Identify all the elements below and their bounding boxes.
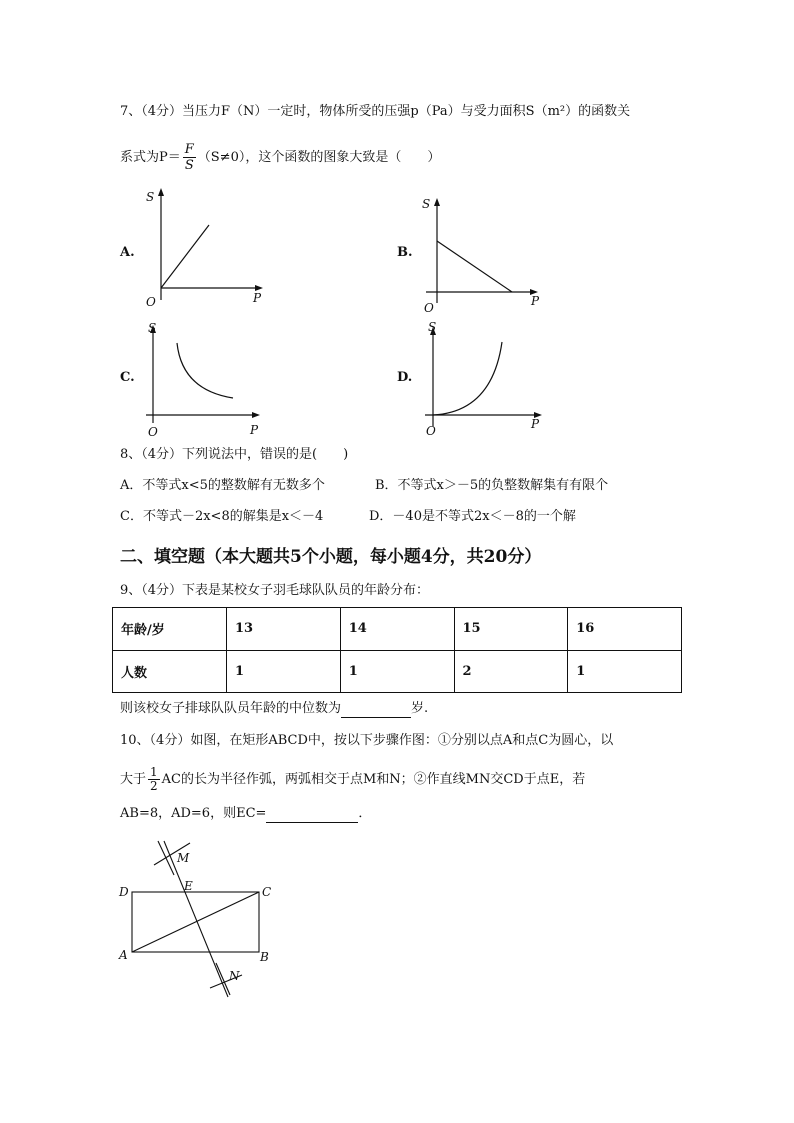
q10-answer-blank[interactable] (266, 808, 358, 823)
y-axis-label: S (422, 197, 431, 211)
line-mn (164, 841, 228, 997)
q8-stem: 8、（4分）下列说法中，错误的是( ) (120, 447, 349, 462)
label-b: B (260, 950, 269, 964)
x-axis-label: P (250, 423, 259, 437)
section-2-title: 二、填空题（本大题共5个小题，每小题4分，共20分） (120, 547, 542, 567)
table-cell: 1 (227, 650, 341, 693)
label-d: D (119, 885, 129, 899)
table-cell: 16 (568, 608, 682, 651)
q7-graph-d (420, 318, 550, 443)
table-header-cell: 人数 (113, 650, 227, 693)
label-n: N (229, 969, 240, 983)
q9-tail (120, 700, 428, 718)
q10-line1: 10、（4分）如图，在矩形ABCD中，按以下步骤作图：①分别以点A和点C为圆心，以 (120, 733, 614, 748)
q10-frac-den: 2 (150, 779, 158, 793)
y-arrow-icon (158, 188, 164, 196)
q7-option-a-label[interactable]: A. (120, 245, 135, 260)
y-axis-label: S (148, 321, 157, 335)
y-axis-label: S (428, 320, 437, 334)
q7-option-c-label[interactable]: C. (120, 370, 135, 385)
q8-option-a[interactable]: A．不等式x<5的整数解有无数多个 (120, 478, 325, 493)
x-axis-label: P (531, 417, 540, 431)
x-axis-label: P (531, 294, 540, 308)
diagonal-ac (132, 892, 259, 952)
table-header-cell: 年龄/岁 (113, 608, 227, 651)
q9-stem: 9、（4分）下表是某校女子羽毛球队队员的年龄分布： (120, 583, 430, 598)
graph-line (437, 241, 512, 292)
table-cell: 15 (454, 608, 568, 651)
label-a: A (119, 948, 128, 962)
q7-line1: 7、（4分）当压力F（N）一定时，物体所受的压强p（Pa）与受力面积S（m²）的函数关 (120, 104, 631, 119)
table-cell: 1 (568, 650, 682, 693)
x-axis-label: P (253, 291, 262, 305)
q10-frac-num: 1 (150, 765, 158, 779)
q8-option-c[interactable]: C．不等式－2x<8的解集是x＜－4 (120, 509, 324, 524)
label-c: C (262, 885, 272, 899)
age-table (112, 607, 682, 693)
table-cell: 13 (227, 608, 341, 651)
table-cell: 1 (340, 650, 454, 693)
graph-curve (177, 343, 233, 398)
table-cell: 2 (454, 650, 568, 693)
q7-frac-den: S (184, 158, 194, 173)
q10-line3-prefix: AB=8，AD=6，则EC= (120, 806, 267, 821)
origin-label: O (148, 425, 158, 439)
q7-line2-prefix: 系式为P＝ (120, 150, 181, 165)
origin-label: O (146, 295, 156, 309)
x-arrow-icon (252, 412, 260, 418)
q7-option-b-label[interactable]: B. (397, 245, 413, 260)
q10-line3 (120, 805, 371, 823)
graph-curve (433, 342, 502, 415)
q10-figure (112, 835, 272, 1005)
y-axis-label: S (146, 190, 155, 204)
q9-answer-blank[interactable] (341, 703, 411, 718)
y-arrow-icon (434, 198, 440, 206)
graph-line (161, 225, 209, 288)
origin-label: O (426, 424, 436, 438)
q10-line2 (120, 766, 585, 793)
q10-line3-suffix: ． (358, 806, 372, 821)
q10-fraction (148, 766, 160, 793)
q7-frac-num: F (184, 142, 194, 157)
q7-line2 (120, 142, 440, 173)
q10-line2-prefix: 大于 (120, 772, 147, 787)
q7-graph-a (140, 185, 270, 310)
q7-graph-b (420, 195, 550, 315)
q8-option-b[interactable]: B．不等式x＞－5的负整数解集有有限个 (375, 478, 609, 493)
arc-mark-n2 (216, 963, 230, 995)
q10-line2-suffix: AC的长为半径作弧，两弧相交于点M和N；②作直线MN交CD于点E，若 (161, 772, 586, 787)
origin-label: O (424, 301, 434, 315)
label-m: M (177, 851, 190, 865)
table-row (113, 650, 682, 693)
q9-tail-prefix: 则该校女子排球队队员年龄的中位数为 (120, 701, 342, 716)
q7-line2-suffix: （S≠0），这个函数的图象大致是（ ） (197, 150, 441, 165)
q7-fraction (183, 142, 196, 173)
label-e: E (184, 879, 193, 893)
q9-tail-suffix: 岁. (411, 701, 429, 716)
q8-option-d[interactable]: D．－40是不等式2x＜－8的一个解 (369, 509, 576, 524)
table-cell: 14 (340, 608, 454, 651)
q7-option-d-label[interactable]: D. (397, 370, 413, 385)
table-row (113, 608, 682, 651)
q7-graph-c (140, 318, 270, 443)
